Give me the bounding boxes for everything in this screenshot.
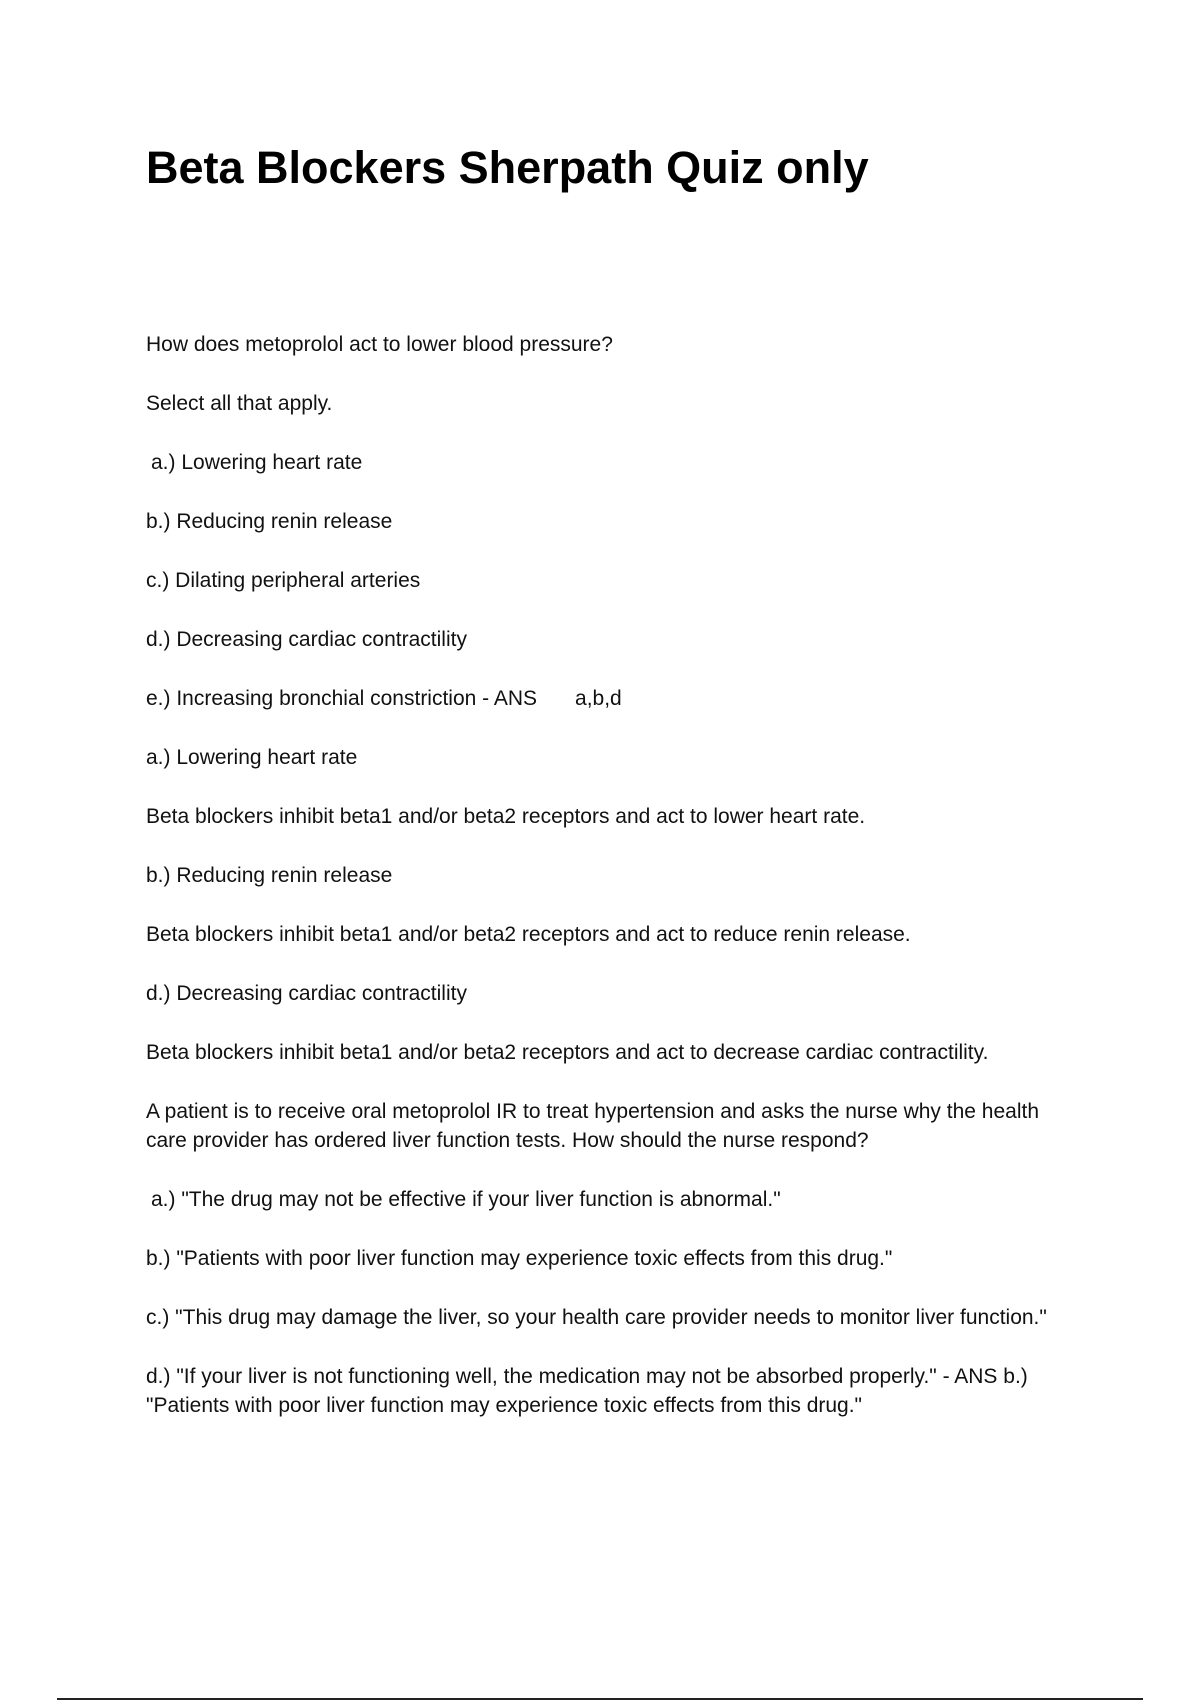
quiz-content [146, 330, 1066, 1450]
question-2-option-a: a.) "The drug may not be effective if your liver function is abnormal." [151, 1188, 781, 1211]
rationale-b-heading: b.) Reducing renin release [146, 864, 393, 887]
question-1-text: How does metoprolol act to lower blood pressure? [146, 333, 613, 356]
question-2-text: A patient is to receive oral metoprolol IR to treat hypertension and asks the nurse why the health care provider has ordered liver function tests. How should the nurse respond? [146, 1100, 1040, 1152]
question-1-option-b: b.) Reducing renin release [146, 510, 393, 533]
question-2-option-d-with-answer [146, 1362, 1066, 1420]
question-1-instruction: Select all that apply. [146, 392, 333, 415]
question-2-option-c: c.) "This drug may damage the liver, so your health care provider needs to monitor liver function." [146, 1306, 1047, 1329]
question-1-option-c: c.) Dilating peripheral arteries [146, 569, 421, 592]
question-1-option-a: a.) Lowering heart rate [151, 451, 363, 474]
question-1-option-d: d.) Decreasing cardiac contractility [146, 628, 467, 651]
question-2-option-b: b.) "Patients with poor liver function may experience toxic effects from this drug." [146, 1247, 893, 1270]
rationale-b-text: Beta blockers inhibit beta1 and/or beta2 receptors and act to reduce renin release. [146, 923, 911, 946]
question-1-option-e: e.) Increasing bronchial constriction - ANS [146, 687, 538, 710]
rationale-a-text: Beta blockers inhibit beta1 and/or beta2 receptors and act to lower heart rate. [146, 805, 866, 828]
rationale-d-heading: d.) Decreasing cardiac contractility [146, 982, 467, 1005]
rationale-a-heading: a.) Lowering heart rate [146, 746, 358, 769]
question-2-answer: b.) "Patients with poor liver function may experience toxic effects from this drug." [146, 1365, 1028, 1417]
page-title: Beta Blockers Sherpath Quiz only [146, 142, 869, 193]
rationale-d-text: Beta blockers inhibit beta1 and/or beta2 receptors and act to decrease cardiac contractility. [146, 1041, 989, 1064]
question-1-answer: a,b,d [575, 687, 622, 710]
question-1-option-e-with-answer [146, 684, 1066, 713]
question-2-option-d: d.) "If your liver is not functioning well, the medication may not be absorbed properly." - ANS [146, 1365, 998, 1388]
